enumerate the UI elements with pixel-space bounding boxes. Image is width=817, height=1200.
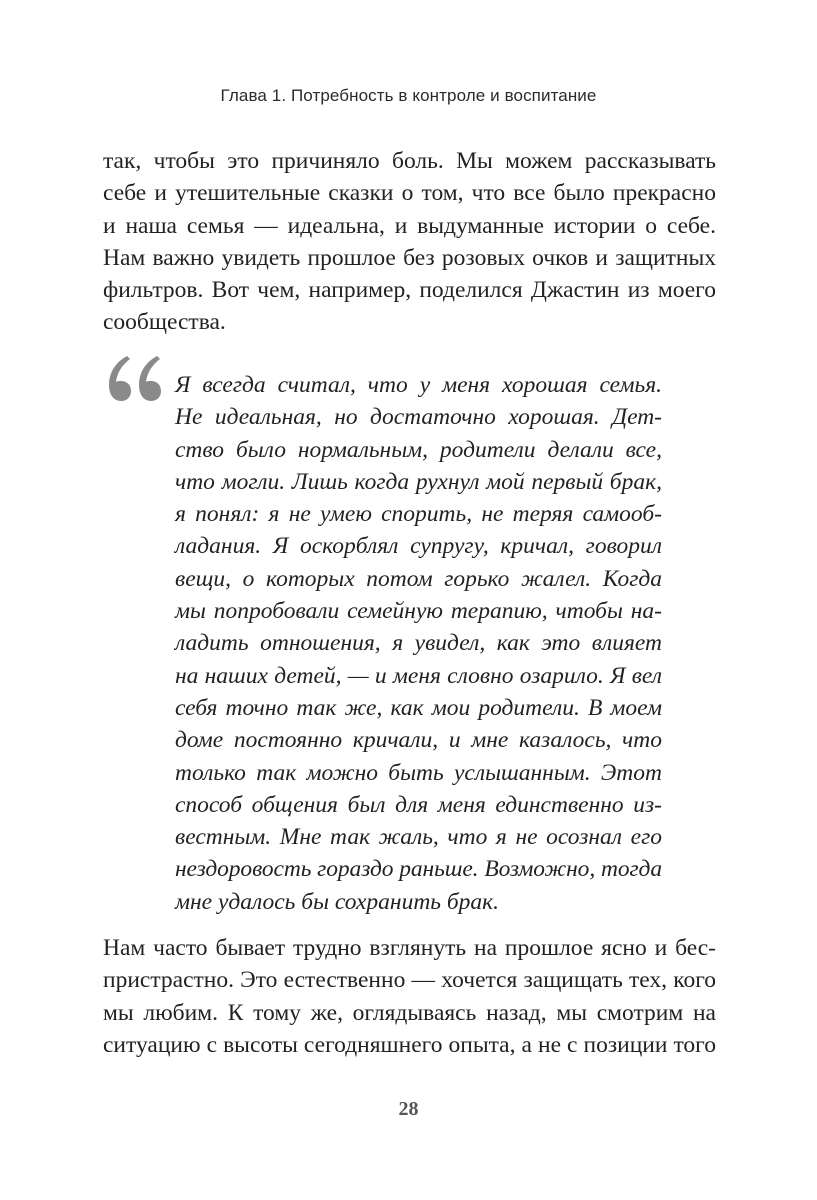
open-quote-icon xyxy=(106,352,164,404)
quote-line: Не идеальная, но достаточно хорошая. Дет- xyxy=(175,404,662,431)
running-head: Глава 1. Потребность в контроле и воспитание xyxy=(220,86,597,105)
text-line: Нам часто бывает трудно взглянуть на прошлое ясно и бес- xyxy=(103,935,716,961)
quote-line: вестным. Мне так жаль, что я не осознал его xyxy=(175,824,662,851)
quote-line: на наших детей, — и меня словно озарило. Я вел xyxy=(175,662,662,689)
quote-line: ство было нормальным, родители делали все, xyxy=(175,436,662,463)
quote-line: себя точно так же, как мои родители. В моем xyxy=(175,694,662,721)
quote-line: только так можно быть услышанным. Этот xyxy=(175,759,662,786)
text-line: себе и утешительные сказки о том, что все было прекрасно xyxy=(103,180,716,207)
quote-line: способ общения был для меня единственно из- xyxy=(175,791,662,818)
block-quote xyxy=(175,369,662,918)
quote-line: ладить отношения, я увидел, как это влияет xyxy=(175,630,662,657)
quote-line: что могли. Лишь когда рухнул мой первый брак, xyxy=(175,468,662,495)
text-line: так, чтобы это причиняло боль. Мы можем рассказывать xyxy=(103,148,716,174)
text-line: ситуацию с высоты сегодняшнего опыта, а не с позиции того xyxy=(103,1031,716,1058)
quote-line: нездоровость гораздо раньше. Возможно, тогда xyxy=(175,856,662,883)
quote-line: вещи, о которых потом горько жалел. Когда xyxy=(175,565,662,592)
page-number: 28 xyxy=(398,1098,419,1120)
text-line: и наша семья — идеальна, и выдуманные истории о себе. xyxy=(103,212,716,239)
body-paragraph-1 xyxy=(103,145,716,339)
text-line: сообщества. xyxy=(103,309,226,336)
quote-line: я понял: я не умею спорить, не теряя самооб- xyxy=(175,501,662,528)
quote-line: доме постоянно кричали, и мне казалось, что xyxy=(175,727,662,754)
quote-line: мы попробовали семейную терапию, чтобы на- xyxy=(175,598,662,625)
text-line: фильтров. Вот чем, например, поделился Джастин из моего xyxy=(103,277,716,304)
text-line: Нам важно увидеть прошлое без розовых очков и защитных xyxy=(103,244,716,271)
text-line: пристрастно. Это естественно — хочется защищать тех, кого xyxy=(103,967,716,994)
text-line: мы любим. К тому же, оглядываясь назад, мы смотрим на xyxy=(103,999,716,1026)
body-paragraph-2 xyxy=(103,932,716,1061)
quote-line: ладания. Я оскорблял супругу, кричал, говорил xyxy=(175,533,662,560)
quote-line: Я всегда считал, что у меня хорошая семья. xyxy=(175,372,662,398)
quote-line: мне удалось бы сохранить брак. xyxy=(175,888,500,915)
